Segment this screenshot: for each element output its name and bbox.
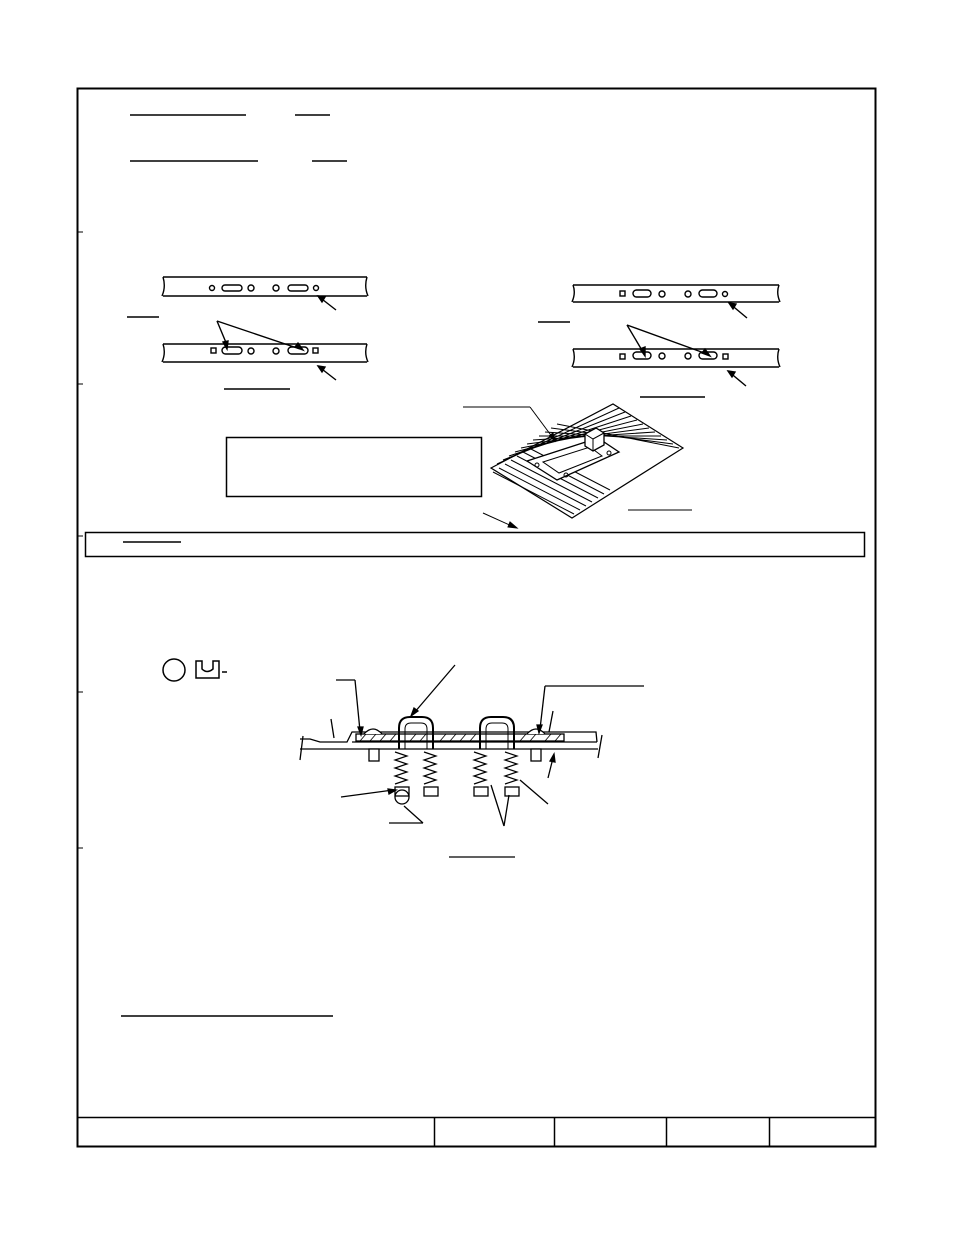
left-hole-pattern-figure: [127, 277, 368, 389]
roof-bracket-perspective: [463, 404, 692, 528]
title-block: [78, 1117, 875, 1146]
note-box: [227, 438, 482, 497]
caption-band: [86, 533, 865, 557]
right-hole-pattern-figure: [538, 285, 780, 397]
callout-symbols: [163, 659, 227, 681]
header-underlines: [130, 115, 347, 161]
section-view: [300, 665, 644, 857]
page-border: [78, 89, 876, 1147]
